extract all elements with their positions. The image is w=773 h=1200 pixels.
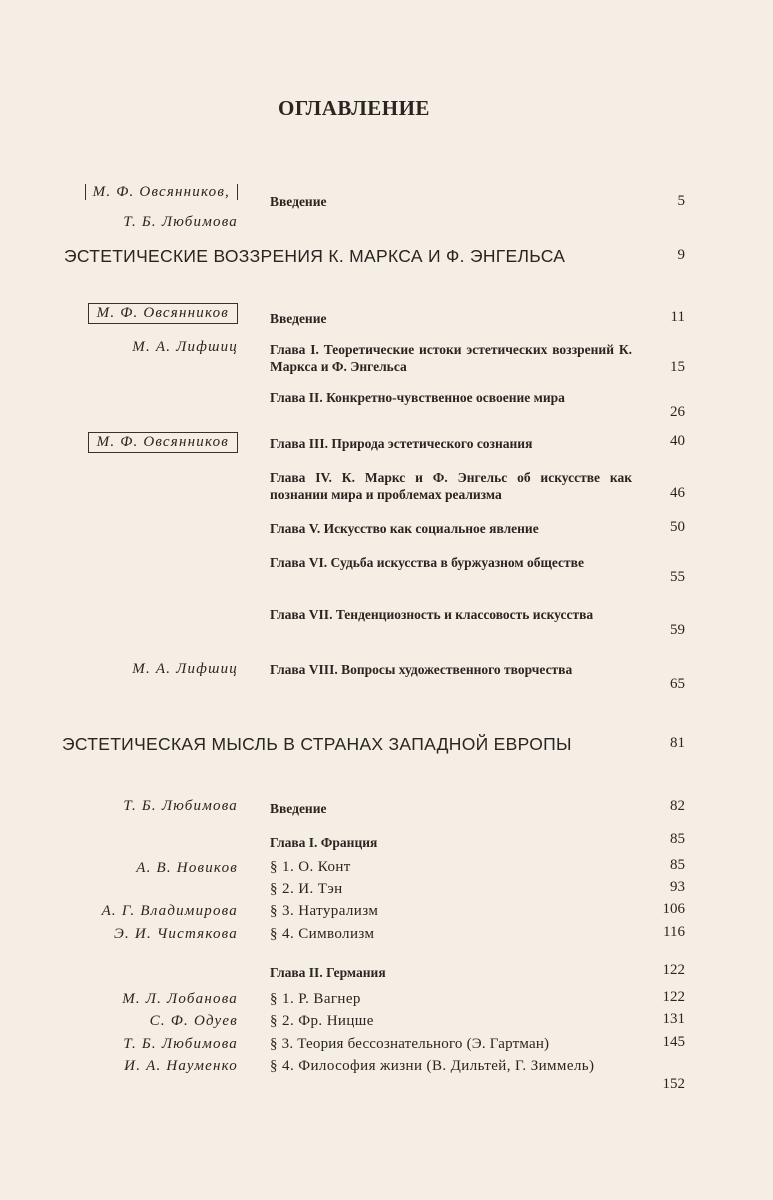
author-name: Т. Б. Любимова	[123, 1036, 238, 1052]
toc-entry[interactable]: Глава V. Искусство как социальное явление	[270, 521, 539, 536]
section-heading[interactable]: ЭСТЕТИЧЕСКИЕ ВОЗЗРЕНИЯ К. МАРКСА И Ф. ЭНГЕЛЬСА	[64, 246, 566, 266]
toc-entry[interactable]: Введение	[270, 801, 327, 816]
page-number: 152	[662, 1076, 685, 1092]
page-number: 5	[677, 193, 685, 209]
toc-entry[interactable]: § 2. Фр. Ницше	[270, 1013, 374, 1029]
toc-entry[interactable]: Введение	[270, 194, 327, 209]
page-number: 122	[662, 962, 685, 978]
toc-entry[interactable]: Глава I. Теоретические истоки эстетических воззрений К. Маркса и Ф. Энгельса	[270, 342, 632, 374]
author-name: С. Ф. Одуев	[149, 1013, 238, 1029]
page-number: 40	[670, 433, 685, 449]
author-name: И. А. Науменко	[124, 1058, 238, 1074]
page-number: 145	[662, 1034, 685, 1050]
toc-entry[interactable]: Глава VII. Тенденциозность и классовость искусства	[270, 607, 594, 622]
toc-entry[interactable]: Глава VIII. Вопросы художественного творчества	[270, 662, 573, 677]
page-number: 93	[670, 879, 685, 895]
author-name: Т. Б. Любимова	[123, 214, 238, 230]
author-name: М. А. Лифшиц	[132, 661, 238, 677]
page-number: 55	[670, 569, 685, 585]
page-number: 131	[662, 1011, 685, 1027]
author-name: Т. Б. Любимова	[123, 798, 238, 814]
page-number: 85	[670, 831, 685, 847]
toc-entry[interactable]: § 3. Теория бессознательного (Э. Гартман)	[270, 1036, 550, 1052]
page-number: 15	[670, 359, 685, 375]
toc-entry[interactable]: § 1. О. Конт	[270, 859, 351, 875]
toc-entry[interactable]: § 3. Натурализм	[270, 903, 379, 919]
toc-entry[interactable]: Глава VI. Судьба искусства в буржуазном обществе	[270, 555, 584, 570]
author-name: А. Г. Владимирова	[101, 903, 238, 919]
author-name: М. Ф. Овсянников,	[85, 184, 238, 201]
page-number: 82	[670, 798, 685, 814]
author-name: М. Ф. Овсянников	[88, 305, 238, 322]
page-number: 85	[670, 857, 685, 873]
page-number: 81	[670, 735, 685, 751]
page-number: 65	[670, 676, 685, 692]
author-name: А. В. Новиков	[136, 860, 238, 876]
author-name: Э. И. Чистякова	[114, 926, 238, 942]
author-name: М. Л. Лобанова	[122, 991, 238, 1007]
toc-entry[interactable]: Глава III. Природа эстетического сознания	[270, 436, 533, 451]
toc-entry[interactable]: Глава I. Франция	[270, 835, 378, 850]
page-number: 106	[662, 901, 685, 917]
page-number: 26	[670, 404, 685, 420]
toc-entry[interactable]: § 1. Р. Вагнер	[270, 991, 361, 1007]
page-number: 122	[662, 989, 685, 1005]
toc-entry[interactable]: § 4. Символизм	[270, 926, 375, 942]
toc-entry[interactable]: Глава II. Германия	[270, 965, 386, 980]
section-heading[interactable]: ЭСТЕТИЧЕСКАЯ МЫСЛЬ В СТРАНАХ ЗАПАДНОЙ ЕВРОПЫ	[62, 734, 572, 754]
author-name: М. Ф. Овсянников	[88, 434, 238, 451]
page-number: 9	[677, 247, 685, 263]
toc-entry[interactable]: Глава IV. К. Маркс и Ф. Энгельс об искусстве как познании мира и проблемах реализма	[270, 470, 632, 502]
page-number: 11	[670, 309, 685, 325]
page-title: ОГЛАВЛЕНИЕ	[278, 96, 430, 120]
toc-entry[interactable]: § 2. И. Тэн	[270, 881, 343, 897]
toc-entry[interactable]: § 4. Философия жизни (В. Дильтей, Г. Зиммель)	[270, 1058, 595, 1074]
toc-entry[interactable]: Глава II. Конкретно-чувственное освоение мира	[270, 390, 565, 405]
toc-entry[interactable]: Введение	[270, 311, 327, 326]
page-number: 59	[670, 622, 685, 638]
page-number: 46	[670, 485, 685, 501]
page-number: 116	[663, 924, 685, 940]
author-name: М. А. Лифшиц	[132, 339, 238, 355]
page-number: 50	[670, 519, 685, 535]
